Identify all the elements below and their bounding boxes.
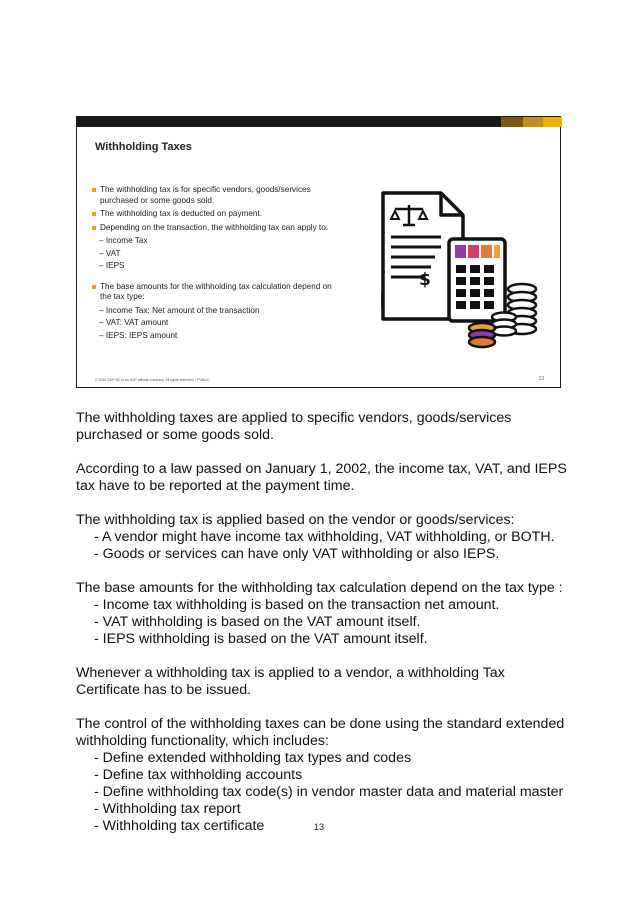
notes-line: Whenever a withholding tax is applied to a vendor, a withholding Tax (76, 665, 505, 681)
notes-paragraph (76, 716, 576, 835)
notes-paragraph (76, 512, 576, 563)
notes-line: The control of the withholding taxes can be done using the standard extended (76, 716, 565, 732)
notes-line: According to a law passed on January 1, 2002, the income tax, VAT, and IEPS (76, 461, 567, 477)
notes-line: - IEPS withholding is based on the VAT amount itself. (94, 631, 428, 647)
calculator-icon (449, 239, 505, 321)
slide-bullets (91, 185, 381, 343)
bullet-text: purchased or some goods sold. (100, 195, 215, 205)
bullet-text: The withholding tax is deducted on payment. (100, 209, 263, 218)
notes-line: - Withholding tax certificate (94, 818, 265, 834)
slide-top-bar (77, 117, 560, 127)
page-number: 13 (313, 822, 324, 832)
bullet-item (91, 223, 381, 234)
notes-paragraph (76, 665, 576, 699)
dollar-icon: $ (419, 270, 431, 290)
slide-copyright: © 2016 SAP SE or an SAP affiliate company. All rights reserved. ǀ PUBLIC (95, 378, 210, 382)
bullet-text: The base amounts for the withholding tax calculation depend on (100, 281, 332, 291)
bullet-item (91, 185, 381, 206)
sub-bullet: – IEPS (99, 261, 125, 270)
bullet-marker (92, 226, 96, 230)
notes-line: - Goods or services can have only VAT withholding or also IEPS. (94, 546, 500, 562)
slide-number: 13 (538, 376, 544, 382)
accent-segment-3 (543, 117, 562, 127)
sub-bullet: – IEPS: IEPS amount (99, 330, 178, 340)
bullet-item (91, 282, 381, 303)
sub-bullet: – VAT: VAT amount (99, 318, 169, 327)
notes-line: withholding functionality, which includes: (76, 733, 329, 749)
slide-image (76, 116, 561, 388)
notes-paragraph (76, 410, 576, 444)
accent-segment-1 (501, 117, 523, 127)
notes-line: - VAT withholding is based on the VAT amount itself. (94, 614, 421, 630)
notes-line: The withholding taxes are applied to specific vendors, goods/services (76, 410, 512, 426)
notes-line: - A vendor might have income tax withholding, VAT withholding, or BOTH. (94, 529, 555, 545)
notes-paragraph (76, 580, 576, 648)
slide-title: Withholding Taxes (95, 141, 192, 153)
bullet-item (91, 209, 381, 220)
notes-line: - Define tax withholding accounts (94, 767, 303, 783)
bullet-marker (92, 212, 96, 216)
notes-line: tax have to be reported at the payment time. (76, 478, 355, 494)
sub-bullet: – VAT (99, 248, 121, 258)
notes-paragraph (76, 461, 576, 495)
notes-line: - Define withholding tax code(s) in vendor master data and material master (94, 784, 564, 800)
bullet-text: Depending on the transaction, the withholding tax can apply to: (100, 222, 329, 232)
sub-bullet: – Income Tax (99, 236, 148, 245)
bullet-text: The withholding tax is for specific vendors, goods/services (100, 185, 311, 194)
bullet-text: the tax type: (100, 292, 145, 301)
tax-illustration-svg (379, 189, 549, 349)
notes-line: Certificate has to be issued. (76, 682, 252, 698)
notes-line: - Define extended withholding tax types and codes (94, 750, 412, 766)
notes-line: - Income tax withholding is based on the transaction net amount. (94, 597, 500, 613)
bullet-marker (92, 188, 96, 192)
sub-bullet: – Income Tax: Net amount of the transaction (99, 305, 260, 315)
speaker-notes (76, 410, 576, 852)
notes-line: - Withholding tax report (94, 801, 241, 817)
notes-line: The withholding tax is applied based on the vendor or goods/services: (76, 512, 515, 528)
tax-illustration (379, 189, 549, 354)
notes-line: The base amounts for the withholding tax calculation depend on the tax type : (76, 580, 563, 596)
notes-line: purchased or some goods sold. (76, 427, 274, 443)
accent-segment-2 (523, 117, 543, 127)
bullet-marker (92, 285, 96, 289)
